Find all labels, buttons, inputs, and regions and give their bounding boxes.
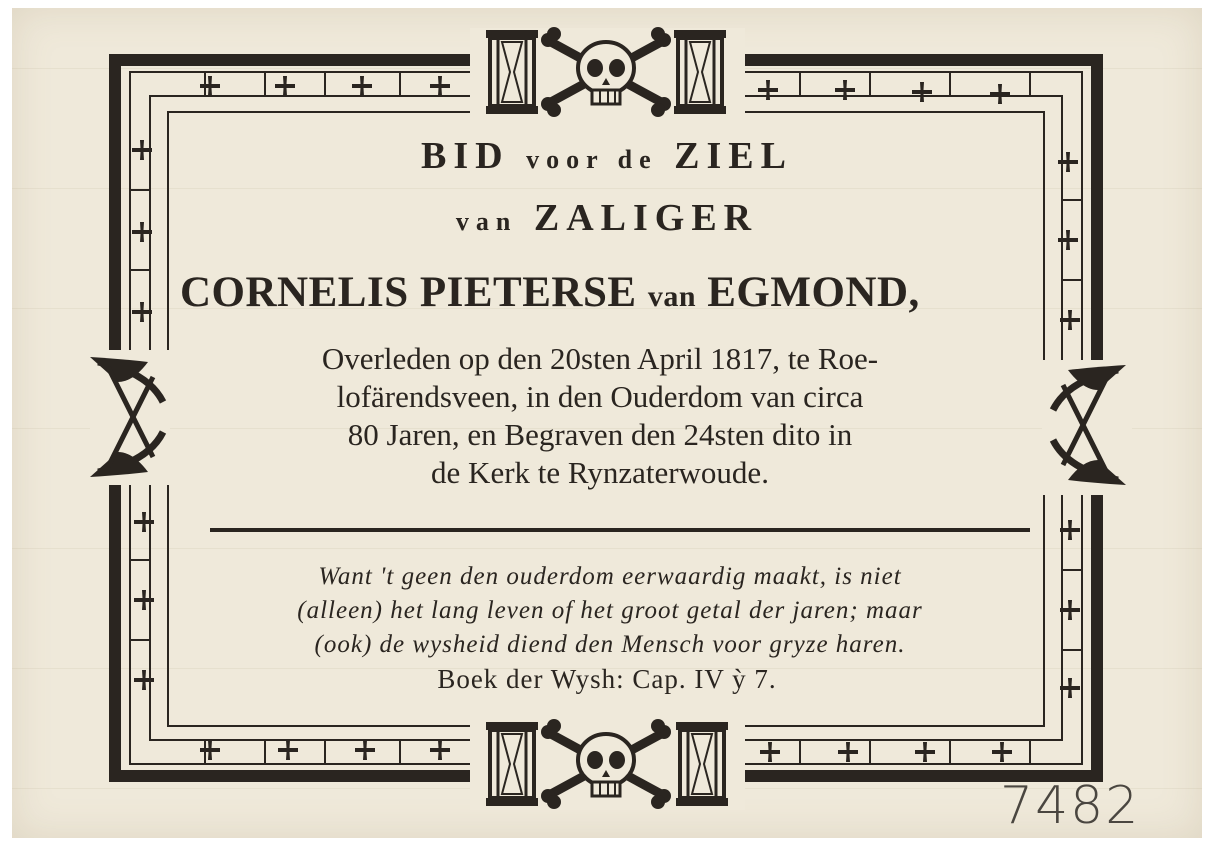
quote-line: Want 't geen den ouderdom eerwaardig maakt, is niet xyxy=(318,563,902,590)
death-details xyxy=(200,340,1000,492)
body-line: de Kerk te Rynzaterwoude. xyxy=(431,455,769,490)
quote-line: (alleen) het lang leven of het groot getal der jaren; maar xyxy=(297,597,923,624)
name-comma: , xyxy=(908,269,920,316)
deceased-name xyxy=(180,268,1040,317)
catalog-number: 7482 xyxy=(1000,776,1141,836)
body-line: Overleden op den 20sten April 1817, te Roe- xyxy=(321,341,879,376)
name-surname: EGMOND xyxy=(707,269,909,316)
heading-word-van: van xyxy=(455,207,518,236)
heading-word-voor-de: voor de xyxy=(526,145,658,174)
body-line: lofärendsveen, in den Ouderdom van circa xyxy=(336,379,864,414)
heading-line-2 xyxy=(0,196,1214,240)
scripture-quote xyxy=(190,560,1030,662)
heading-word-zaliger: ZALIGER xyxy=(533,197,759,239)
quote-line: (ook) de wysheid diend den Mensch voor gryze haren. xyxy=(314,631,906,658)
heading-word-bid: BID xyxy=(421,135,510,177)
body-line: 80 Jaren, en Begraven den 24sten dito in xyxy=(347,417,853,452)
divider-rule xyxy=(210,528,1030,532)
name-first: CORNELIS PIETERSE xyxy=(180,269,637,316)
heading-word-ziel: ZIEL xyxy=(674,135,793,177)
scripture-reference: Boek der Wysh: Cap. IV ỳ 7. xyxy=(437,664,777,694)
heading-line-1 xyxy=(0,134,1214,178)
name-particle: van xyxy=(647,280,696,313)
